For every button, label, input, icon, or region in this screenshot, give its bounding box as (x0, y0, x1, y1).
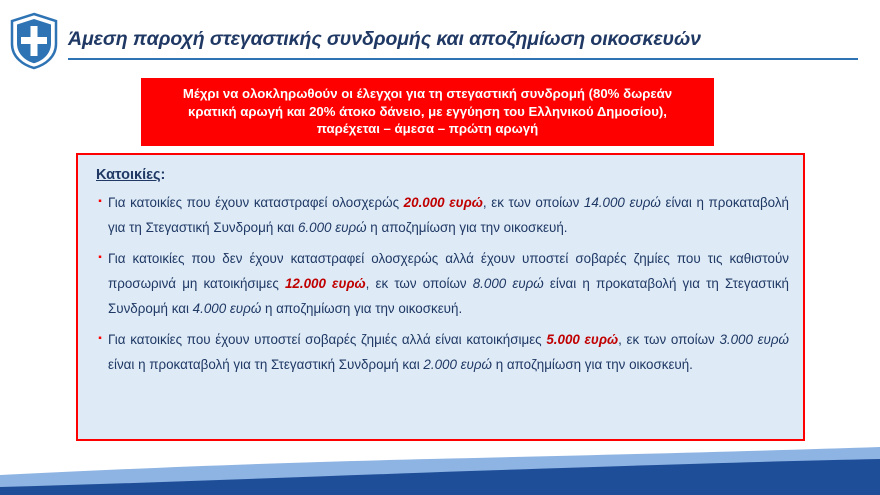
content-box (76, 153, 805, 441)
page-title: Άμεση παροχή στεγαστικής συνδρομής και αποζημίωση οικοσκευών (68, 28, 701, 50)
bullet-1-sub-amount-2: 6.000 ευρώ (297, 220, 367, 235)
bullet-square-icon: ▪ (98, 333, 102, 344)
bullet-2-part-4: η αποζημίωση για την οικοσκευή. (261, 301, 463, 316)
banner-line-3: παρέχεται – άμεσα – πρώτη αρωγή (316, 121, 539, 136)
page-title-block (68, 28, 858, 60)
list-item-text (108, 327, 789, 377)
list-item (92, 246, 789, 321)
bullet-2-sub-amount-1: 8.000 ευρώ (472, 276, 544, 291)
title-divider (68, 58, 858, 60)
bullet-square-icon: ▪ (98, 196, 102, 207)
footer-decoration (0, 429, 880, 495)
bullet-3-part-4: η αποζημίωση για την οικοσκευή. (491, 357, 693, 372)
section-heading-colon: : (160, 167, 166, 183)
bullet-2-amount: 12.000 ευρώ (284, 276, 366, 291)
bullet-square-icon: ▪ (98, 252, 102, 263)
banner-line-1: Μέχρι να ολοκληρωθούν οι έλεγχοι για τη στεγαστική συνδρομή (80% δωρεάν (182, 86, 673, 101)
red-banner (141, 78, 714, 146)
bullet-1-sub-amount-1: 14.000 ευρώ (583, 195, 661, 210)
bullet-3-sub-amount-1: 3.000 ευρώ (719, 332, 789, 347)
bullet-3-sub-amount-2: 2.000 ευρώ (423, 357, 492, 372)
bullet-3-part-3: είναι η προκαταβολή για τη Στεγαστική Συνδρομή και (108, 357, 424, 372)
bullet-1-part-1: Για κατοικίες που έχουν καταστραφεί ολοσχερώς (108, 195, 404, 210)
bullet-1-part-2: , εκ των οποίων (482, 195, 584, 210)
list-item (92, 190, 789, 240)
list-item-text (108, 190, 789, 240)
bullet-1-part-4: η αποζημίωση για την οικοσκευή. (366, 220, 568, 235)
bullet-2-part-3: είναι η προκαταβολή για τη Στεγαστική Συνδρομή και (108, 276, 789, 316)
greek-republic-emblem (8, 12, 60, 70)
section-heading (96, 167, 789, 183)
bullet-3-part-1: Για κατοικίες που έχουν υποστεί σοβαρές ζημιές αλλά είναι κατοικήσιμες (108, 332, 547, 347)
bullet-2-sub-amount-2: 4.000 ευρώ (192, 301, 262, 316)
section-heading-text: Κατοικίες (96, 167, 161, 183)
bullet-3-part-2: , εκ των οποίων (618, 332, 720, 347)
banner-line-2: κρατική αρωγή και 20% άτοκο δάνειο, με εγγύηση του Ελληνικού Δημοσίου), (188, 103, 667, 119)
bullet-1-amount: 20.000 ευρώ (403, 195, 483, 210)
bullet-2-part-1: Για κατοικίες που δεν έχουν καταστραφεί ολοσχερώς αλλά έχουν υποστεί σοβαρές ζημίες που τις καθιστούν προσωρινά μη κατοικήσιμες (108, 251, 789, 291)
list-item-text (108, 246, 789, 321)
bullet-1-part-3: είναι η προκαταβολή για τη Στεγαστική Συνδρομή και (108, 195, 789, 235)
bullet-3-amount: 5.000 ευρώ (546, 332, 619, 347)
list-item (92, 327, 789, 377)
bullet-2-part-2: , εκ των οποίων (365, 276, 473, 291)
